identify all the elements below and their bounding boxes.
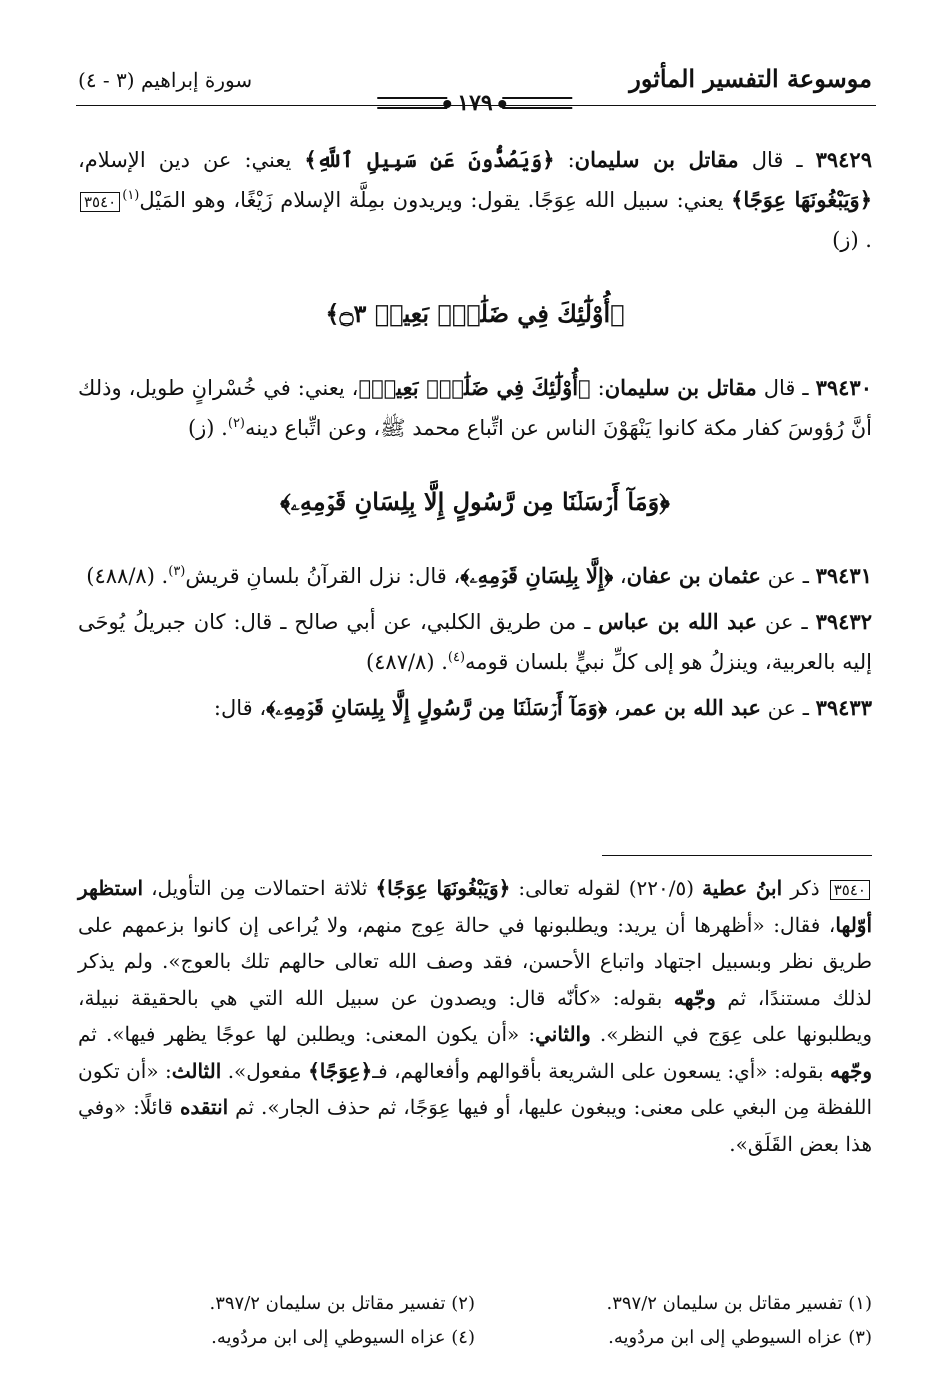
- narrator-name: عبد الله بن عمر: [620, 695, 761, 720]
- text: ذكر: [782, 876, 828, 900]
- text: : «أن يكون المعنى: ويطلبن لها عوجًا يظهر فيها». ثم: [78, 1022, 536, 1046]
- verse-heading: ﴿أُوْلَٰٓئِكَ فِي ضَلَٰلِۭ بَعِيدٖ ۝٣﴾: [325, 299, 625, 328]
- text: ، فقال: «أظهرها أن يريد: ويطلبونها في حالة عِوج منهم، ولا يُراعى إن كانوا بزعمهم على طريق نظر وبسبيل اجتهاد واتباع الأحسن، فقد وصف الله تعالى حالهم تلك بالعوج». ولم يذكر لذلك مستندًا، ثم: [78, 912, 872, 1010]
- entry-39433: [78, 688, 872, 728]
- entry-number: ٣٩٤٣٣: [815, 695, 872, 720]
- quran-quote: ﴿وَيَصُدُّونَ عَن سَبِيلِ ٱللَّهِ﴾: [304, 147, 555, 172]
- source-ref: . (٤٨٧/٨): [365, 650, 448, 674]
- text: مفعول».: [221, 1058, 309, 1083]
- text: ، قال: نزل القرآنُ بلسانِ قريش: [185, 564, 461, 588]
- page-number-ornament: [377, 90, 572, 116]
- text: : «أن تكون اللفظة مِن البغي على معنى: ويبغون عليها، أو فيها عِوَجًا، ثم حذف الجار». ثم: [78, 1058, 872, 1119]
- narrator-name: عثمان بن عفان: [626, 563, 761, 588]
- footnote-marker[interactable]: (٣): [168, 564, 186, 579]
- footnote-2: (٢) تفسير مقاتل بن سليمان ٣٩٧/٢.: [209, 1293, 475, 1314]
- text: يعني: سبيل الله عِوَجًا. يقول: ويريدون بمِلَّة الإسلام زَيْغًا، وهو المَيْل: [139, 188, 732, 212]
- keyword: استظهر أوّلها: [78, 876, 872, 937]
- keyword: الثالث: [171, 1058, 222, 1083]
- text: ـ عن: [760, 564, 816, 588]
- quran-quote: ﴿أُوْلَٰٓئِكَ فِي ضَلَٰلِۭ بَعِيدٖ﴾: [358, 375, 591, 400]
- text: يعني: عن دين الإسلام،: [78, 148, 305, 172]
- surah-label: سورة إبراهيم (٣ - ٤): [78, 68, 253, 92]
- footnote-3: (٣) عزاه السيوطي إلى ابن مردُويه.: [608, 1327, 872, 1348]
- keyword: والثاني: [535, 1022, 591, 1046]
- verse-heading: ﴿وَمَآ أَرۡسَلۡنَا مِن رَّسُولٍ إِلَّا بِلِسَانِ قَوۡمِهِۦ﴾: [280, 487, 670, 516]
- entry-number: ٣٩٤٣١: [815, 563, 872, 588]
- entry-39431: [78, 556, 872, 596]
- text: بقوله: «أي: يسعون على الشريعة بأقوالهم وأفعالهم، فـ: [372, 1058, 831, 1083]
- text: ، قال:: [213, 696, 267, 720]
- page-number: ١٧٩: [457, 90, 493, 116]
- footnote-marker[interactable]: (٤): [447, 650, 466, 665]
- narrator-name: مقاتل بن سليمان: [604, 375, 757, 400]
- narrator-name: عبد الله بن عباس: [598, 609, 758, 634]
- footnote-marker[interactable]: (١): [122, 188, 140, 203]
- entry-number: ٣٩٤٣٢: [815, 609, 872, 634]
- text: ، يعني: في خُسْرانٍ طويل، وذلك أنَّ رُؤوسَ كفار مكة كانوا يَنْهَوْنَ الناس عن اتِّباع محمد ﷺ، وعن اتِّباع دينه: [78, 376, 872, 440]
- entry-39432: [78, 602, 872, 682]
- entry-number: ٣٩٤٢٩: [815, 147, 872, 172]
- footnote-1: (١) تفسير مقاتل بن سليمان ٣٩٧/٢.: [606, 1293, 872, 1314]
- source-ref: . (ز): [187, 416, 228, 440]
- quran-quote: ﴿عِوَجًا﴾: [308, 1058, 373, 1083]
- commentary-number-box: ٣٥٤٠: [830, 880, 870, 900]
- text: ـ قال: [756, 376, 816, 400]
- entry-39430: [78, 368, 872, 448]
- book-title: موسوعة التفسير المأثور: [629, 64, 872, 93]
- text: (٢٢٠/٥) لقوله تعالى:: [510, 876, 703, 900]
- source-ref: . (٤٨٨/٨): [86, 564, 169, 588]
- text: :: [590, 376, 605, 400]
- text: ثلاثة احتمالات مِن التأويل،: [143, 876, 376, 900]
- quran-quote: ﴿إِلَّا بِلِسَانِ قَوۡمِهِۦ﴾: [460, 563, 614, 588]
- entry-number: ٣٩٤٣٠: [815, 375, 872, 400]
- source-ref: . (ز): [832, 228, 872, 252]
- keyword: وجّهه: [830, 1058, 872, 1083]
- keyword: انتقده: [179, 1095, 229, 1119]
- ornament-right-icon: [503, 97, 573, 109]
- quran-quote: ﴿وَيَبْغُونَهَا عِوَجًا﴾: [375, 876, 511, 900]
- quran-quote: ﴿وَيَبْغُونَهَا عِوَجًا﴾: [731, 187, 872, 212]
- text: ،: [607, 696, 621, 720]
- text: بقوله: «كأنّه قال: ويصدون عن سبيل الله التي هي بالحقيقة نبيلة، ويطلبونها على عِوَج في النظر».: [78, 985, 872, 1046]
- footnote-separator: [602, 855, 872, 856]
- text: ـ عن: [757, 610, 816, 634]
- keyword: وجّهه: [673, 985, 716, 1010]
- footnote-4: (٤) عزاه السيوطي إلى ابن مردُويه.: [211, 1327, 475, 1348]
- quran-quote: ﴿وَمَآ أَرۡسَلۡنَا مِن رَّسُولٍ إِلَّا بِلِسَانِ قَوۡمِهِۦ﴾: [266, 695, 608, 720]
- page-header: [78, 60, 872, 116]
- text: :: [554, 148, 575, 172]
- text: ـ عن: [760, 696, 816, 720]
- ornament-left-icon: [377, 97, 447, 109]
- text: ـ من طريق الكلبي، عن أبي صالح ـ قال: كان جبريلُ يُوحَى إليه بالعربية، وينزلُ هو إلى كلِّ نبيٍّ بلسان قومه: [78, 610, 872, 674]
- text: قائلًا: «وفي هذا بعض القَلَق».: [78, 1095, 872, 1156]
- entry-39429: [78, 140, 872, 260]
- scholar-name: ابنُ عطية: [702, 876, 783, 900]
- narrator-name: مقاتل بن سليمان: [574, 147, 739, 172]
- commentary-ref-box[interactable]: ٣٥٤٠: [80, 192, 120, 212]
- footnotes: [78, 1290, 872, 1352]
- main-text: [78, 140, 872, 734]
- commentary-block: [78, 870, 872, 1162]
- footnote-marker[interactable]: (٢): [227, 416, 245, 431]
- text: ،: [613, 564, 627, 588]
- header-rule: [76, 105, 876, 106]
- text: ـ قال: [738, 148, 816, 172]
